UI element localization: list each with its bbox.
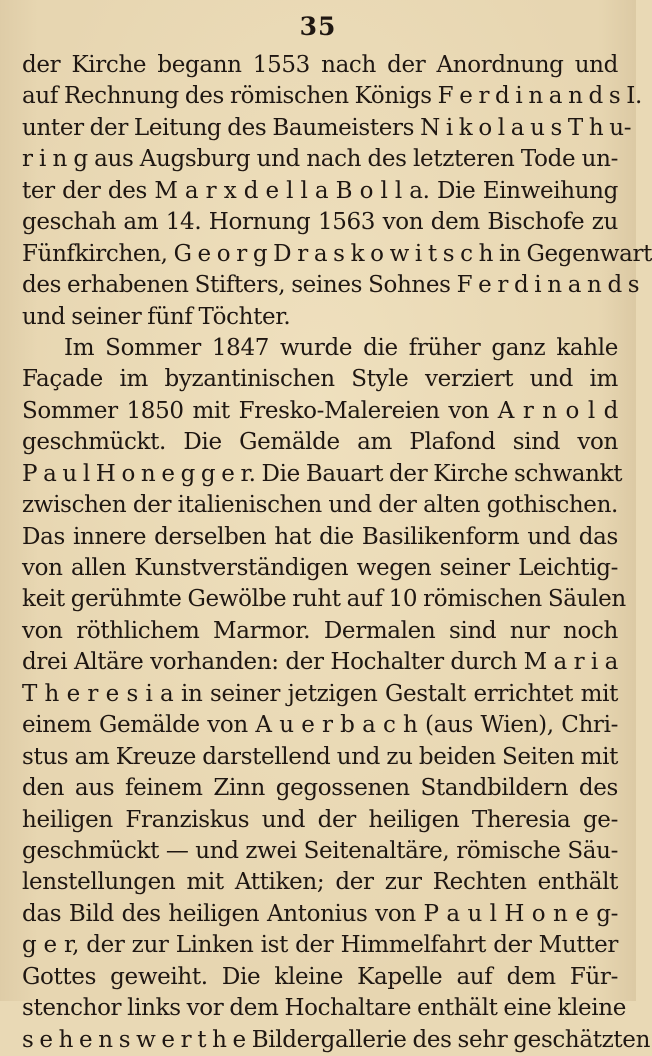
text-line: stus am Kreuze darstellend und zu beiden Seiten mit bbox=[22, 743, 618, 770]
text-line: lenstellungen mit Attiken; der zur Rechten enthält bbox=[22, 869, 618, 896]
text-line: von röthlichem Marmor. Dermalen sind nur noch bbox=[22, 617, 618, 644]
text-line: Sommer 1850 mit Fresko-Malereien von A r n o l d bbox=[22, 397, 618, 424]
text-line: heiligen Franziskus und der heiligen Theresia ge- bbox=[22, 806, 618, 833]
page-number: 35 bbox=[299, 12, 337, 41]
text-line: stenchor links vor dem Hochaltare enthält eine kleine bbox=[22, 995, 626, 1022]
text-line: von allen Kunstverständigen wegen seiner Leichtig- bbox=[22, 555, 618, 581]
text-line: unter der Leitung des Baumeisters N i k o l a u s T h u- bbox=[22, 114, 632, 141]
text-line: Im Sommer 1847 wurde die früher ganz kahle bbox=[64, 334, 618, 361]
text-line: r i n g aus Augsburg und nach des letzteren Tode un- bbox=[22, 146, 618, 173]
text-line: g e r, der zur Linken ist der Himmelfahrt der Mutter bbox=[22, 932, 618, 959]
text-line: einem Gemälde von A u e r b a c h (aus Wien), Chri- bbox=[22, 712, 618, 739]
text-line: keit gerühmte Gewölbe ruht auf 10 römischen Säulen bbox=[22, 586, 626, 613]
text-line: Façade im byzantinischen Style verziert und im bbox=[22, 366, 618, 393]
text-line: Gottes geweiht. Die kleine Kapelle auf dem Für- bbox=[22, 963, 618, 990]
text-line: T h e r e s i a in seiner jetzigen Gestalt errichtet mit bbox=[22, 680, 618, 707]
text-line: der Kirche begann 1553 nach der Anordnung und bbox=[22, 52, 618, 78]
text-line: Das innere derselben hat die Basilikenform und das bbox=[22, 523, 618, 550]
text-line: zwischen der italienischen und der alten gothischen. bbox=[22, 492, 618, 519]
text-line: geschmückt — und zwei Seitenaltäre, römische Säu- bbox=[22, 837, 618, 864]
text-line: P a u l H o n e g g e r. Die Bauart der Kirche schwankt bbox=[22, 460, 623, 487]
text-line: s e h e n s w e r t h e Bildergallerie des sehr geschätzten bbox=[22, 1026, 651, 1053]
text-line: und seiner fünf Töchter. bbox=[22, 303, 291, 330]
text-line: Fünfkirchen, G e o r g D r a s k o w i t s c h in Gegenwart bbox=[22, 240, 652, 267]
text-line: ter der des M a r x d e l l a B o l l a. Die Einweihung bbox=[22, 177, 618, 204]
text-line: auf Rechnung des römischen Königs F e r d i n a n d s I. bbox=[22, 83, 642, 110]
text-line: drei Altäre vorhanden: der Hochalter durch M a r i a bbox=[22, 649, 618, 676]
text-line: geschmückt. Die Gemälde am Plafond sind von bbox=[22, 429, 618, 456]
text-line: das Bild des heiligen Antonius von P a u l H o n e g- bbox=[22, 900, 618, 927]
text-line: den aus feinem Zinn gegossenen Standbildern des bbox=[22, 775, 618, 802]
text-line: geschah am 14. Hornung 1563 von dem Bischofe zu bbox=[22, 209, 618, 236]
body-text bbox=[22, 50, 652, 1056]
text-line: des erhabenen Stifters, seines Sohnes F e r d i n a n d s bbox=[22, 272, 640, 299]
